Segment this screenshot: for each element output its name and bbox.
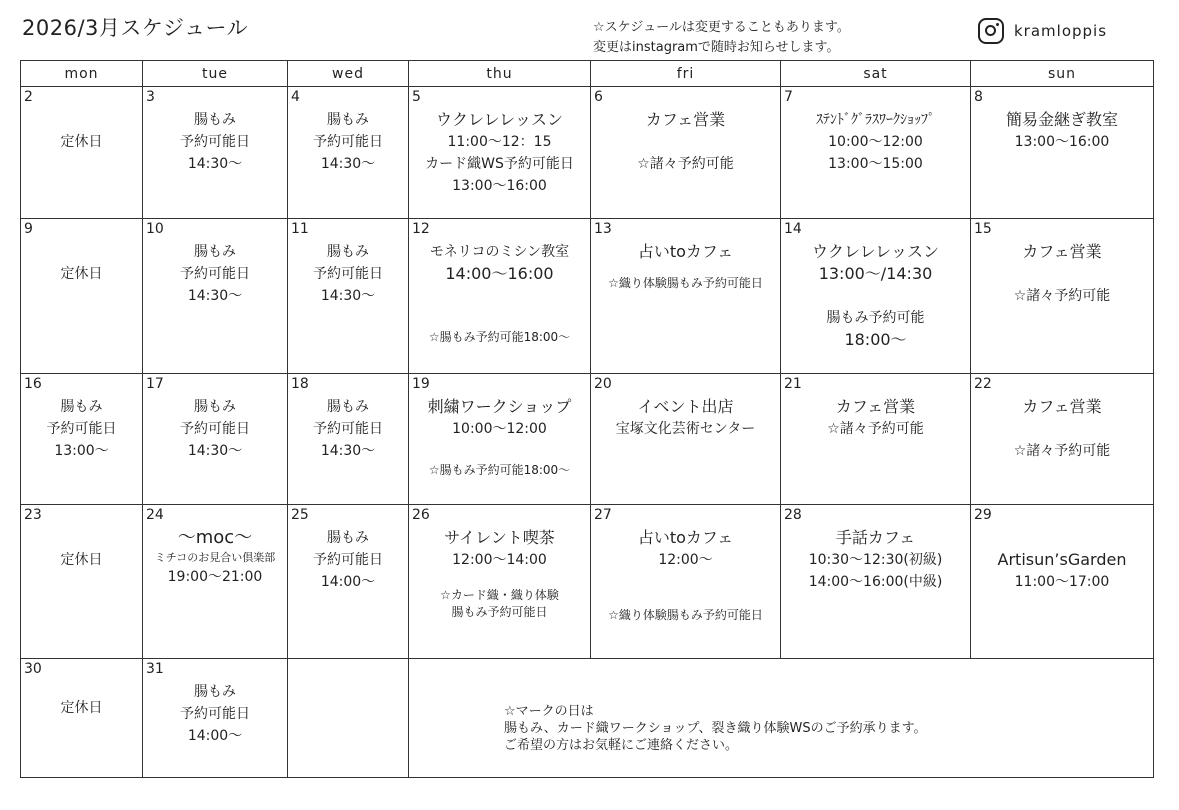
event-line: カフェ営業: [1022, 242, 1102, 261]
day-cell: [21, 219, 143, 374]
reservation-note: ☆腸もみ予約可能18:00〜: [428, 463, 571, 477]
event-line: 14:00〜16:00(中級): [808, 574, 943, 590]
weekday-header: sun: [971, 61, 1154, 87]
week-row: [21, 659, 1154, 778]
day-number: 25: [291, 507, 309, 523]
event-line: 定休日: [60, 266, 103, 282]
event-line: 13:00〜/14:30: [818, 264, 933, 283]
event-line: 14:30〜: [187, 443, 243, 459]
event-line: イベント出店: [637, 397, 734, 416]
event-line: 予約可能日: [180, 421, 250, 437]
reservation-note: ☆織り体験腸もみ予約可能日: [608, 608, 763, 622]
weekday-header: fri: [591, 61, 781, 87]
day-cell: [288, 87, 409, 219]
event-line: Artisun’sGarden: [997, 550, 1127, 569]
event-line: 刺繍ワークショップ: [427, 397, 572, 416]
legend-line: 腸もみ、カード織ワークショップ、裂き織り体験WSのご予約承ります。: [504, 721, 927, 736]
week-row: [21, 505, 1154, 659]
event-line: 手話カフェ: [835, 528, 916, 547]
empty-cell: [288, 659, 409, 778]
calendar-table: [20, 60, 1154, 778]
event-line: サイレント喫茶: [444, 528, 555, 547]
day-number: 6: [594, 89, 603, 105]
week-row: [21, 374, 1154, 505]
day-cell: [971, 374, 1154, 505]
event-line: 13:00〜16:00: [452, 178, 547, 194]
day-cell: [288, 505, 409, 659]
day-cell: [591, 374, 781, 505]
event-line: 腸もみ: [194, 244, 236, 260]
legend-line: ☆マークの日は: [504, 704, 594, 719]
day-number: 2: [24, 89, 33, 105]
day-cell: [971, 87, 1154, 219]
notice-line: 変更はinstagramで随時お知らせします。: [593, 40, 840, 55]
event-line: ミチコのお見合い倶楽部: [154, 551, 276, 564]
event-line: 10:30〜12:30(初級): [808, 552, 943, 568]
day-number: 22: [974, 376, 992, 392]
event-line: 14:30〜: [187, 288, 243, 304]
instagram-icon: [978, 18, 1004, 44]
event-line: 腸もみ: [60, 399, 103, 415]
event-line: 12:00〜14:00: [452, 552, 547, 568]
day-number: 20: [594, 376, 612, 392]
weekday-header-row: [21, 61, 1154, 87]
day-number: 12: [412, 221, 430, 237]
day-number: 17: [146, 376, 164, 392]
event-line: 14:00〜: [320, 574, 376, 590]
event-line: 予約可能日: [313, 421, 383, 437]
day-number: 11: [291, 221, 309, 237]
day-number: 18: [291, 376, 309, 392]
day-cell: [143, 374, 288, 505]
event-line: 14:00〜: [187, 728, 243, 744]
event-line: 定休日: [60, 552, 103, 568]
event-line: ウクレレレッスン: [811, 242, 940, 261]
event-line: 腸もみ: [327, 399, 369, 415]
event-line: カフェ営業: [1022, 397, 1102, 416]
event-line: 14:30〜: [320, 288, 376, 304]
day-number: 3: [146, 89, 155, 105]
reservation-note: ☆腸もみ予約可能18:00〜: [428, 330, 571, 344]
day-number: 9: [24, 221, 33, 237]
day-number: 30: [24, 661, 42, 677]
event-line: 占いtoカフェ: [637, 528, 734, 547]
day-number: 14: [784, 221, 802, 237]
event-line: 簡易金継ぎ教室: [1005, 110, 1118, 129]
weekday-header: mon: [21, 61, 143, 87]
event-line: 11:00〜17:00: [1014, 574, 1110, 590]
day-cell: [781, 374, 971, 505]
weekday-header: tue: [143, 61, 288, 87]
event-line: 予約可能日: [180, 134, 250, 150]
event-line: カフェ営業: [645, 110, 726, 129]
event-line: カフェ営業: [835, 397, 916, 416]
day-cell: [21, 87, 143, 219]
event-line: カード織WS予約可能日: [425, 156, 574, 172]
day-number: 4: [291, 89, 300, 105]
day-cell: [143, 219, 288, 374]
event-line: ☆諸々予約可能: [637, 156, 734, 172]
event-line: 13:00〜16:00: [1014, 134, 1110, 150]
event-line: 13:00〜: [54, 443, 109, 459]
day-cell: [591, 505, 781, 659]
day-cell: [409, 505, 591, 659]
week-row: [21, 219, 1154, 374]
day-number: 8: [974, 89, 983, 105]
reservation-note: ☆カード織・織り体験: [440, 588, 559, 602]
event-line: 予約可能日: [46, 421, 117, 437]
day-cell: [781, 505, 971, 659]
event-line: 定休日: [60, 700, 103, 716]
event-line: 10:00〜12:00: [828, 134, 923, 150]
page-title: 2026/3月スケジュール: [22, 16, 249, 40]
day-cell: [21, 374, 143, 505]
day-cell: [409, 87, 591, 219]
day-cell: [143, 87, 288, 219]
event-line: ☆諸々予約可能: [1013, 288, 1111, 304]
event-line: モネリコのミシン教室: [429, 244, 570, 260]
day-number: 10: [146, 221, 164, 237]
event-line: 予約可能日: [313, 134, 383, 150]
reservation-note: ☆織り体験腸もみ予約可能日: [608, 276, 763, 290]
weekday-header: wed: [288, 61, 409, 87]
event-line: ☆諸々予約可能: [1013, 443, 1111, 459]
day-cell: [781, 219, 971, 374]
day-cell: [971, 219, 1154, 374]
event-line: 予約可能日: [180, 706, 250, 722]
day-cell: [781, 87, 971, 219]
weekday-header: sat: [781, 61, 971, 87]
event-line: 予約可能日: [313, 266, 383, 282]
event-line: 定休日: [60, 134, 103, 150]
day-cell: [21, 505, 143, 659]
day-cell: [21, 659, 143, 778]
day-cell: [288, 219, 409, 374]
event-line: 腸もみ: [194, 684, 236, 700]
weekday-header: thu: [409, 61, 591, 87]
event-line: 14:30〜: [320, 443, 376, 459]
event-line: ウクレレレッスン: [435, 110, 564, 129]
day-number: 21: [784, 376, 802, 392]
day-number: 7: [784, 89, 793, 105]
event-line: 予約可能日: [180, 266, 250, 282]
event-line: 14:00〜16:00: [445, 264, 554, 283]
day-cell: [591, 87, 781, 219]
event-line: 19:00〜21:00: [167, 569, 263, 585]
day-cell: [591, 219, 781, 374]
week-row: [21, 87, 1154, 219]
event-line: 10:00〜12:00: [452, 421, 547, 437]
event-line: 18:00〜: [844, 330, 907, 349]
instagram-handle: kramloppis: [1014, 22, 1108, 40]
event-line: 予約可能日: [313, 552, 383, 568]
event-line: 宝塚文化芸術センター: [615, 421, 756, 437]
reservation-note: 腸もみ予約可能日: [451, 605, 548, 619]
day-cell: [409, 374, 591, 505]
day-number: 29: [974, 507, 992, 523]
day-number: 31: [146, 661, 164, 677]
day-number: 5: [412, 89, 421, 105]
event-line: ☆諸々予約可能: [827, 421, 924, 437]
day-number: 19: [412, 376, 430, 392]
event-line: 占いtoカフェ: [637, 242, 734, 261]
reservation-legend: [504, 703, 927, 754]
day-number: 24: [146, 507, 164, 523]
event-line: 12:00〜: [658, 552, 713, 568]
event-line: 11:00〜12：15: [447, 134, 552, 150]
day-cell: [143, 505, 288, 659]
event-line: ｽﾃﾝﾄﾞｸﾞﾗｽﾜｰｸｼｮｯﾌﾟ: [816, 112, 935, 128]
event-line: 14:30〜: [187, 156, 243, 172]
day-cell: [971, 505, 1154, 659]
legend-cell: [409, 659, 1154, 778]
day-number: 15: [974, 221, 992, 237]
legend-line: ご希望の方はお気軽にご連絡ください。: [504, 738, 739, 753]
day-cell: [143, 659, 288, 778]
day-number: 23: [24, 507, 42, 523]
event-title: 〜moc〜: [177, 527, 253, 548]
day-number: 28: [784, 507, 802, 523]
event-line: 腸もみ: [327, 112, 369, 128]
day-cell: [409, 219, 591, 374]
event-line: 腸もみ: [194, 399, 236, 415]
day-number: 13: [594, 221, 612, 237]
event-line: 14:30〜: [320, 156, 376, 172]
event-line: 腸もみ: [327, 244, 369, 260]
day-number: 16: [24, 376, 42, 392]
event-line: 腸もみ: [327, 530, 369, 546]
notice-line: ☆スケジュールは変更することもあります。: [593, 20, 850, 35]
event-line: 腸もみ予約可能: [826, 310, 925, 326]
day-number: 26: [412, 507, 430, 523]
event-line: 13:00〜15:00: [828, 156, 923, 172]
day-number: 27: [594, 507, 612, 523]
schedule-notice: [593, 18, 850, 58]
instagram-link[interactable]: [978, 18, 1107, 44]
day-cell: [288, 374, 409, 505]
event-line: 腸もみ: [194, 112, 236, 128]
